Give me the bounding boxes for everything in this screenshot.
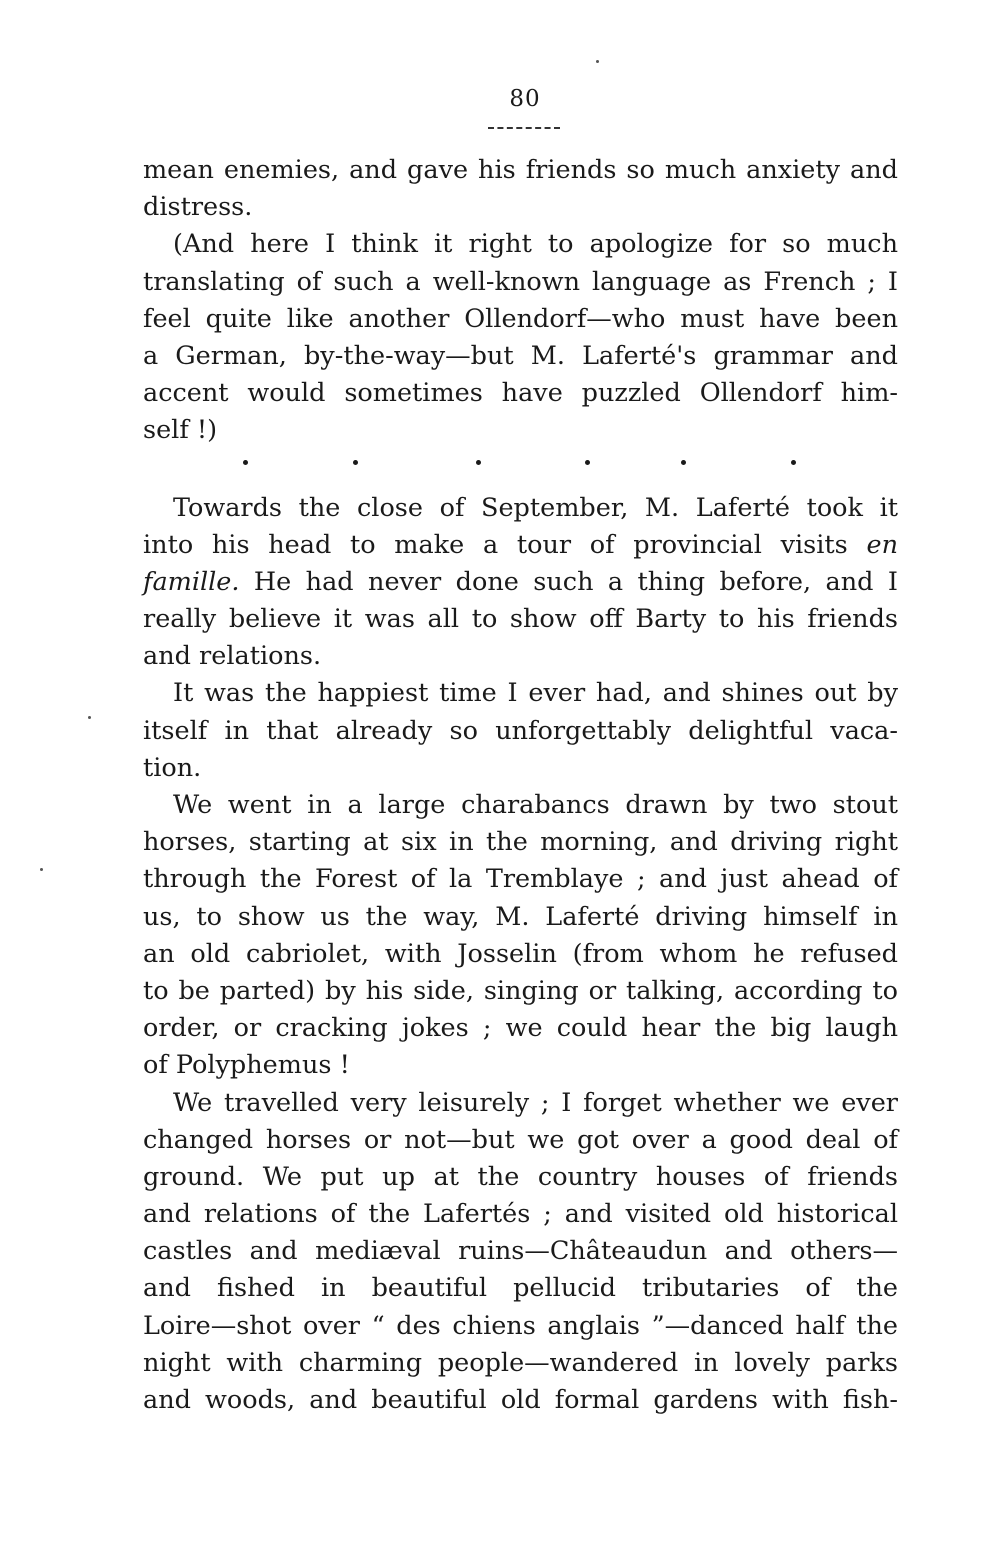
text-line: and relations of the Lafertés ; and visited old historical	[143, 1199, 898, 1230]
page-number: 80	[509, 86, 541, 112]
text-line: itself in that already so unforgettably delightful vaca-	[143, 715, 898, 746]
text-line: and woods, and beautiful old formal gardens with fish-	[143, 1385, 898, 1415]
text-run: Towards the close of September, M. Laferté took it	[173, 492, 898, 523]
body-text	[143, 152, 898, 1419]
text-line: an old cabriolet, with Josselin (from whom he refused	[143, 938, 898, 969]
text-line: a German, by-the-way—but M. Laferté's grammar and	[143, 340, 898, 371]
text-line	[143, 638, 898, 675]
text-line: translating of such a well-known language as French ; I	[143, 266, 898, 297]
text-line	[143, 601, 898, 638]
text-line: night with charming people—wandered in lovely parks	[143, 1347, 898, 1378]
text-line: horses, starting at six in the morning, and driving right	[143, 827, 898, 858]
text-line: and fished in beautiful pellucid tributaries of the	[143, 1273, 898, 1304]
text-line: of Polyphemus !	[143, 1050, 350, 1081]
text-line	[143, 490, 898, 527]
text-line: tion.	[143, 752, 202, 783]
text-line: feel quite like another Ollendorf—who must have been	[143, 303, 898, 334]
break-dot	[791, 460, 796, 465]
text-line: ground. We put up at the country houses of friends	[143, 1161, 898, 1192]
text-line: mean enemies, and gave his friends so much anxiety and	[143, 155, 898, 185]
paper-speck	[88, 716, 91, 719]
text-line: us, to show us the way, M. Laferté driving himself in	[143, 901, 898, 932]
text-line: It was the happiest time I ever had, and shines out by	[173, 678, 898, 709]
text-line	[143, 564, 898, 601]
text-run: really believe it was all to show off Barty to his friends	[143, 604, 898, 635]
text-line: changed horses or not—but we got over a good deal of	[143, 1124, 898, 1155]
break-dot	[353, 460, 358, 465]
text-run: and relations.	[143, 641, 322, 672]
italic-text: famille.	[143, 566, 240, 597]
break-dot	[585, 460, 590, 465]
break-dot	[243, 460, 248, 465]
text-run: into his head to make a tour of provincial visits	[143, 529, 867, 560]
text-line: self !)	[143, 415, 218, 446]
text-line: order, or cracking jokes ; we could hear the big laugh	[143, 1013, 898, 1044]
text-line	[143, 527, 898, 564]
text-line: We went in a large charabancs drawn by two stout	[173, 790, 898, 820]
paper-speck	[596, 60, 599, 63]
text-run: He had never done such a thing before, and I	[239, 566, 898, 597]
paper-speck	[40, 868, 43, 871]
text-line: distress.	[143, 192, 253, 223]
text-line: to be parted) by his side, singing or talking, according to	[143, 975, 898, 1006]
italic-text: en	[866, 529, 898, 560]
break-dot	[476, 460, 481, 465]
text-line: through the Forest of la Tremblaye ; and just ahead of	[143, 864, 898, 895]
break-dot	[681, 460, 686, 465]
header-rule	[488, 127, 560, 129]
text-line: We travelled very leisurely ; I forget whether we ever	[173, 1087, 898, 1118]
text-line: (And here I think it right to apologize for so much	[173, 229, 898, 260]
section-break	[143, 450, 898, 490]
text-line: Loire—shot over “ des chiens anglais ”—danced half the	[143, 1310, 898, 1341]
text-line: castles and mediæval ruins—Châteaudun and others—	[143, 1236, 898, 1267]
text-line: accent would sometimes have puzzled Ollendorf him-	[143, 378, 898, 409]
